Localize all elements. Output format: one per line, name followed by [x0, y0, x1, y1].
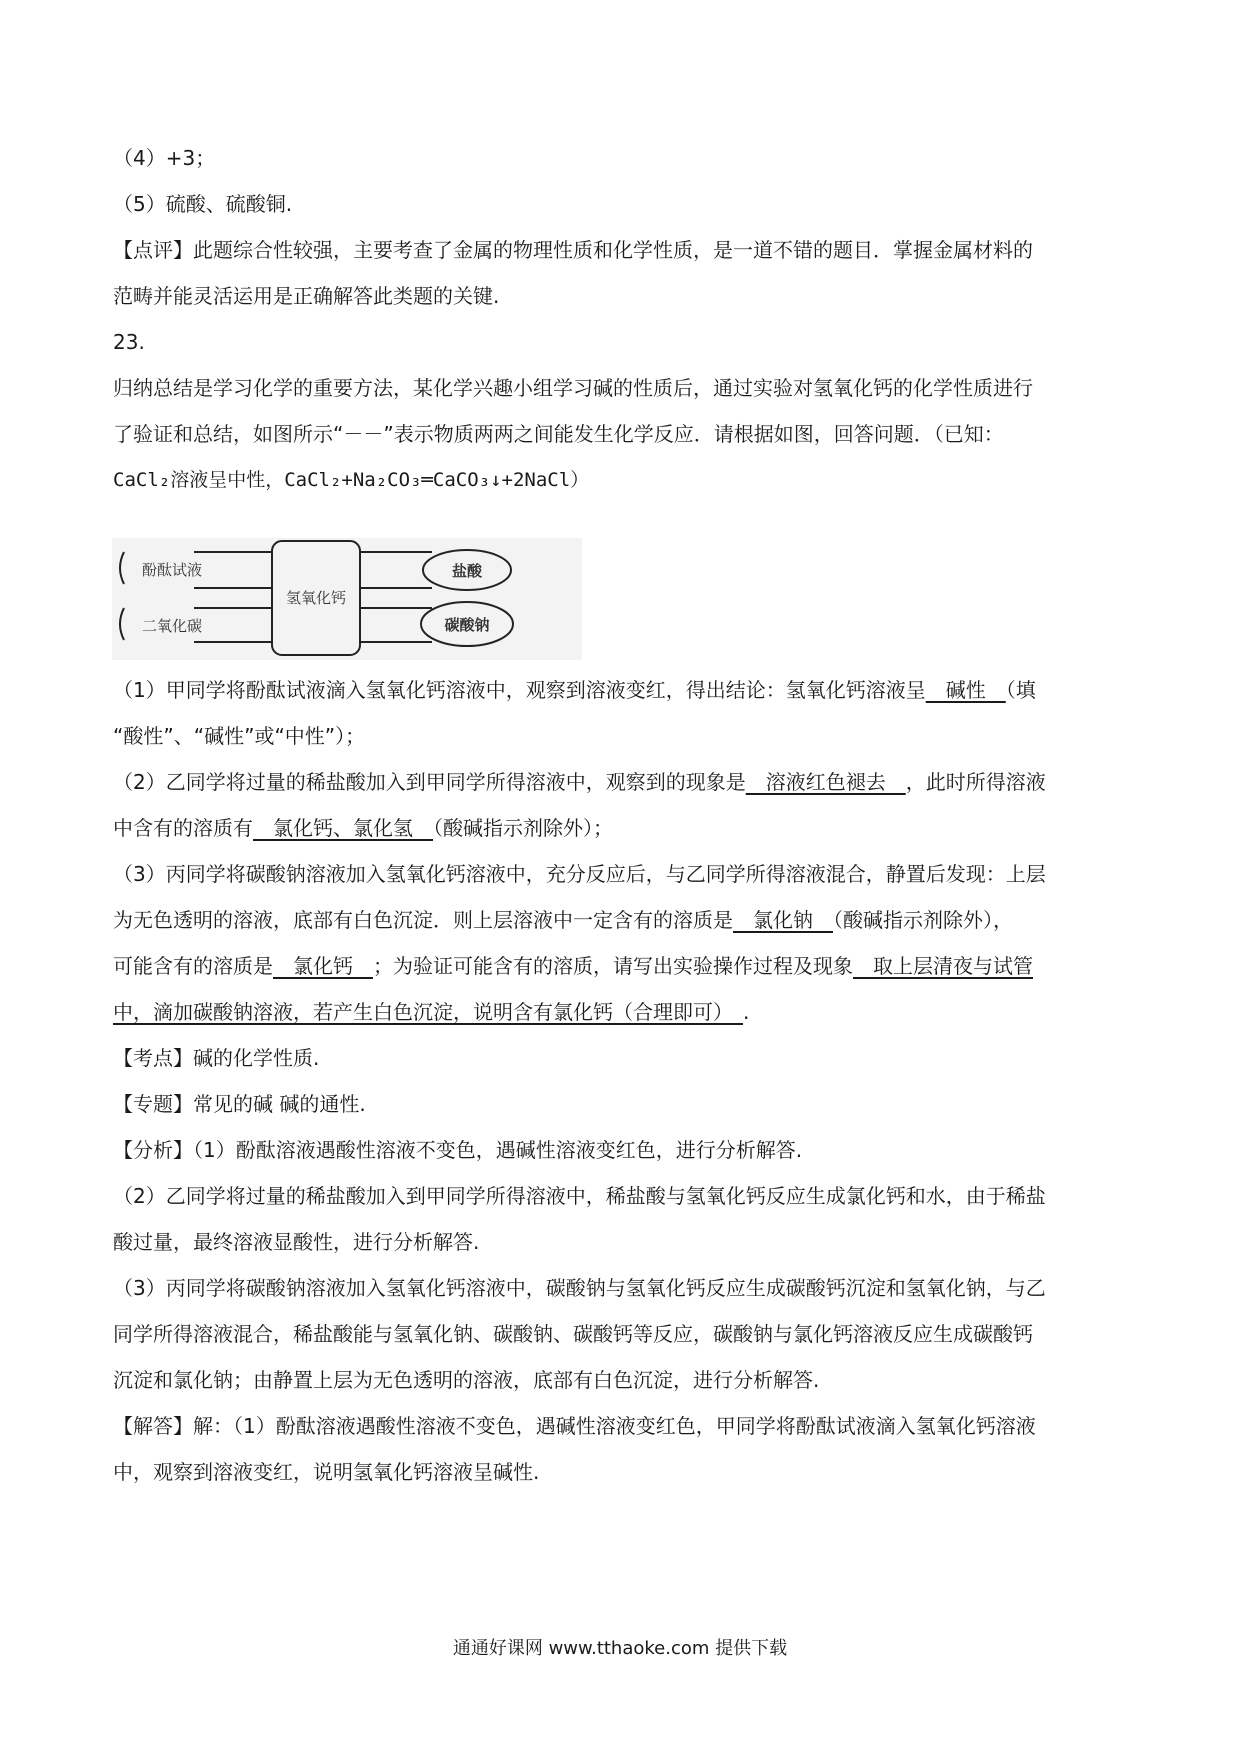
part2-text-2: 中含有的溶质有	[113, 816, 253, 840]
kaodian-line: 【考点】碱的化学性质.	[113, 1046, 320, 1070]
question-intro-3: CaCl₂溶液呈中性，CaCl₂+Na₂CO₃═CaCO₃↓+2NaCl）	[113, 469, 590, 491]
part1-line-2: “酸性”、“碱性”或“中性”）；	[113, 724, 366, 748]
left-bottom-bracket	[120, 608, 124, 640]
part1-text-end: （填	[1005, 678, 1036, 702]
part3-line-3	[113, 952, 1133, 980]
answer-line-5: （5）硫酸、硫酸铜.	[113, 192, 293, 216]
page-footer: 通通好课网 www.tthaoke.com 提供下载	[452, 1638, 788, 1659]
analysis-line-2: （2）乙同学将过量的稀盐酸加入到甲同学所得溶液中，稀盐酸与氢氧化钙反应生成氯化钙和水，由于稀盐	[113, 1184, 1046, 1208]
part3-text: 为无色透明的溶液，底部有白色沉淀．则上层溶液中一定含有的溶质是	[113, 908, 733, 932]
part3-answer-3-cont: 中，滴加碳酸钠溶液，若产生白色沉淀，说明含有氯化钙（合理即可）	[113, 1000, 743, 1024]
part3-line-2	[113, 906, 1133, 934]
answer-line-4: （4）+3；	[113, 146, 216, 170]
reaction-diagram	[112, 538, 582, 660]
diagram-center-label: 氢氧化钙	[285, 589, 347, 607]
part1-text: （1）甲同学将酚酞试液滴入氢氧化钙溶液中，观察到溶液变红，得出结论：氢氧化钙溶液呈	[113, 678, 926, 702]
solution-line-2: 中，观察到溶液变红，说明氢氧化钙溶液呈碱性.	[113, 1460, 540, 1484]
solution-line-1: 【解答】解：（1）酚酞溶液遇酸性溶液不变色，遇碱性溶液变红色，甲同学将酚酞试液滴入氢氧化钙溶液	[113, 1414, 1036, 1438]
diagram-right-top-label: 盐酸	[451, 562, 483, 580]
part1-line-1	[113, 676, 1133, 704]
left-top-bracket	[120, 552, 124, 584]
diagram-left-top-label: 酚酞试液	[142, 561, 203, 579]
analysis-line-6: 沉淀和氯化钠；由静置上层为无色透明的溶液，底部有白色沉淀，进行分析解答.	[113, 1368, 820, 1392]
part3-text-3: ；为验证可能含有的溶质，请写出实验操作过程及现象	[373, 954, 853, 978]
diagram-right-bottom-label: 碳酸钠	[444, 616, 490, 634]
part2-text-end: ，此时所得溶液	[905, 770, 1046, 794]
part3-line-4	[113, 998, 1133, 1026]
diagram-left-bottom-label: 二氧化碳	[142, 617, 203, 635]
part3-answer-1: 氯化钠	[733, 908, 833, 932]
analysis-line-4: （3）丙同学将碳酸钠溶液加入氢氧化钙溶液中，碳酸钠与氢氧化钙反应生成碳酸钙沉淀和氢氧化钠，与乙	[113, 1276, 1046, 1300]
review-line-2: 范畴并能灵活运用是正确解答此类题的关键.	[113, 284, 500, 308]
part3-text-end-2: .	[743, 1000, 750, 1024]
zhuanti-line: 【专题】常见的碱 碱的通性.	[113, 1092, 366, 1116]
part2-text-2-end: （酸碱指示剂除外）；	[433, 816, 613, 840]
part3-text-end: （酸碱指示剂除外），	[833, 908, 1013, 932]
part3-answer-3: 取上层清夜与试管	[853, 954, 1033, 978]
analysis-line-5: 同学所得溶液混合，稀盐酸能与氢氧化钠、碳酸钠、碳酸钙等反应，碳酸钠与氯化钙溶液反应生成碳酸钙	[113, 1322, 1033, 1346]
question-number: 23.	[113, 330, 145, 354]
part3-line-1: （3）丙同学将碳酸钠溶液加入氢氧化钙溶液中，充分反应后，与乙同学所得溶液混合，静置后发现：上层	[113, 862, 1046, 886]
part2-text: （2）乙同学将过量的稀盐酸加入到甲同学所得溶液中，观察到的现象是	[113, 770, 746, 794]
analysis-line-3: 酸过量，最终溶液显酸性，进行分析解答.	[113, 1230, 480, 1254]
review-line-1: 【点评】此题综合性较强，主要考查了金属的物理性质和化学性质，是一道不错的题目．掌握金属材料的	[113, 238, 1033, 262]
analysis-line-1: 【分析】（1）酚酞溶液遇酸性溶液不变色，遇碱性溶液变红色，进行分析解答.	[113, 1138, 803, 1162]
part2-line-1	[113, 768, 1133, 796]
part3-text-2: 可能含有的溶质是	[113, 954, 273, 978]
question-intro-2: 了验证和总结，如图所示“－－”表示物质两两之间能发生化学反应．请根据如图，回答问题．（已知：	[113, 422, 1004, 446]
part1-answer: 碱性	[925, 678, 1006, 702]
question-intro-1: 归纳总结是学习化学的重要方法，某化学兴趣小组学习碱的性质后，通过实验对氢氧化钙的化学性质进行	[113, 376, 1033, 400]
part2-answer-1: 溶液红色褪去	[745, 770, 906, 794]
part2-answer-2: 氯化钙、氯化氢	[253, 816, 433, 840]
part2-line-2	[113, 814, 1133, 842]
part3-answer-2: 氯化钙	[273, 954, 373, 978]
